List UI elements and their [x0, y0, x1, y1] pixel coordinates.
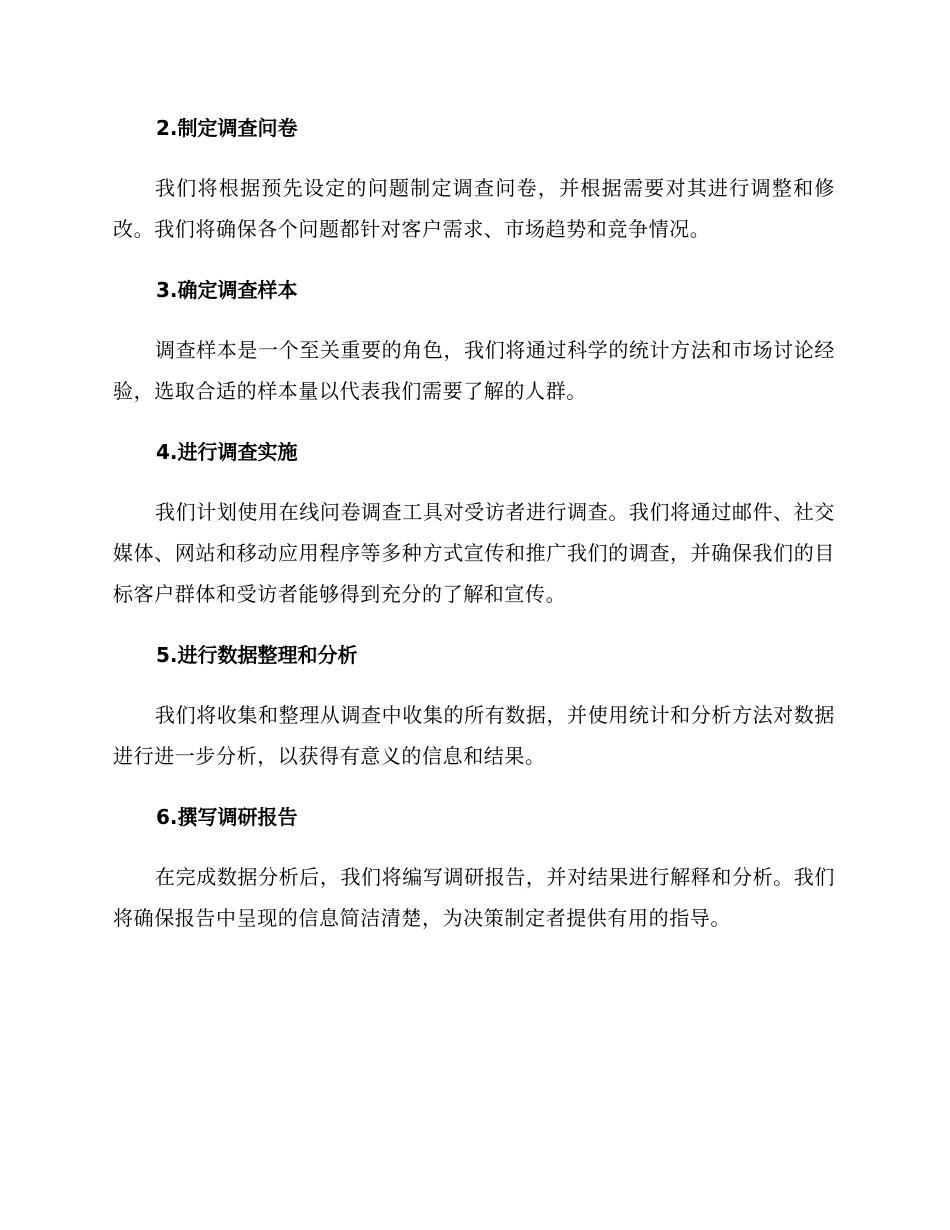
- section-questionnaire: [113, 112, 835, 250]
- section-paragraph: 我们将收集和整理从调查中收集的所有数据，并使用统计和分析方法对数据进行进一步分析，以获得有意义的信息和结果。: [113, 703, 835, 768]
- section-heading: 6.撰写调研报告: [156, 805, 298, 829]
- section-paragraph: 我们计划使用在线问卷调查工具对受访者进行调查。我们将通过邮件、社交媒体、网站和移动应用程序等多种方式宣传和推广我们的调查，并确保我们的目标客户群体和受访者能够得到充分的了解和宣传。: [113, 500, 835, 606]
- section-heading: 5.进行数据整理和分析: [156, 643, 358, 667]
- section-sample: [113, 274, 835, 412]
- section-paragraph: 我们将根据预先设定的问题制定调查问卷，并根据需要对其进行调整和修改。我们将确保各个问题都针对客户需求、市场趋势和竞争情况。: [113, 176, 835, 241]
- document-body: [113, 112, 835, 939]
- section-heading: 4.进行调查实施: [156, 440, 298, 464]
- section-implementation: [113, 436, 835, 615]
- section-report: [113, 801, 835, 939]
- section-paragraph: 调查样本是一个至关重要的角色，我们将通过科学的统计方法和市场讨论经验，选取合适的样本量以代表我们需要了解的人群。: [113, 338, 835, 403]
- section-heading: 3.确定调查样本: [156, 278, 298, 302]
- section-paragraph: 在完成数据分析后，我们将编写调研报告，并对结果进行解释和分析。我们将确保报告中呈现的信息简洁清楚，为决策制定者提供有用的指导。: [113, 865, 835, 930]
- section-analysis: [113, 639, 835, 777]
- section-heading: 2.制定调查问卷: [156, 116, 298, 140]
